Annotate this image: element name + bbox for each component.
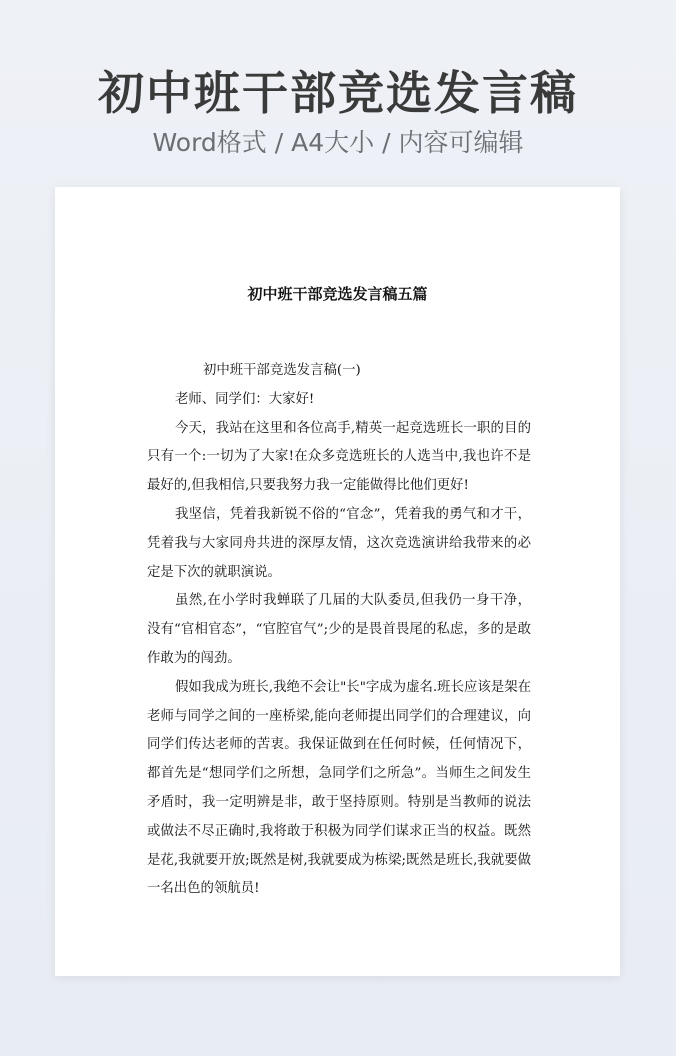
document-page (55, 187, 620, 976)
paragraph: 假如我成为班长,我绝不会让"长"字成为虚名.班长应该是架在老师与同学之间的一座桥梁,能向老师提出同学们的合理建议，向同学们传达老师的苦衷。我保证做到在任何时候，任何情况下，都首先是“想同学们之所想，急同学们之所急”。当师生之间发生矛盾时，我一定明辨是非，敢于坚持原则。特别是当教师的说法或做法不尽正确时,我将敢于积极为同学们谋求正当的权益。既然是花,我就要开放;既然是树,我就要成为栋梁;既然是班长,我就要做一名出色的领航员! (147, 679, 531, 897)
document-title: 初中班干部竞选发言稿五篇 (247, 285, 428, 303)
paragraph: 虽然,在小学时我蝉联了几届的大队委员,但我仍一身干净，没有“官相官态”，“官腔官气”;少的是畏首畏尾的私虑，多的是敢作敢为的闯劲。 (147, 593, 531, 666)
document-body (147, 357, 531, 904)
paragraph: 我坚信，凭着我新锐不俗的“官念”，凭着我的勇气和才干，凭着我与大家同舟共进的深厚友情，这次竞选演讲给我带来的必定是下次的就职演说。 (147, 506, 531, 580)
greeting: 老师、同学们：大家好! (175, 391, 315, 407)
paragraph: 今天，我站在这里和各位高手,精英一起竞选班长一职的目的只有一个:一切为了大家!在众多竞选班长的人选当中,我也许不是最好的,但我相信,只要我努力我一定能做得比他们更好! (147, 420, 531, 494)
main-title: 初中班干部竞选发言稿 (98, 66, 578, 120)
section-heading: 初中班干部竞选发言稿(一) (203, 363, 361, 378)
subtitle: Word格式 / A4大小 / 内容可编辑 (152, 128, 524, 157)
page-header (0, 62, 676, 160)
